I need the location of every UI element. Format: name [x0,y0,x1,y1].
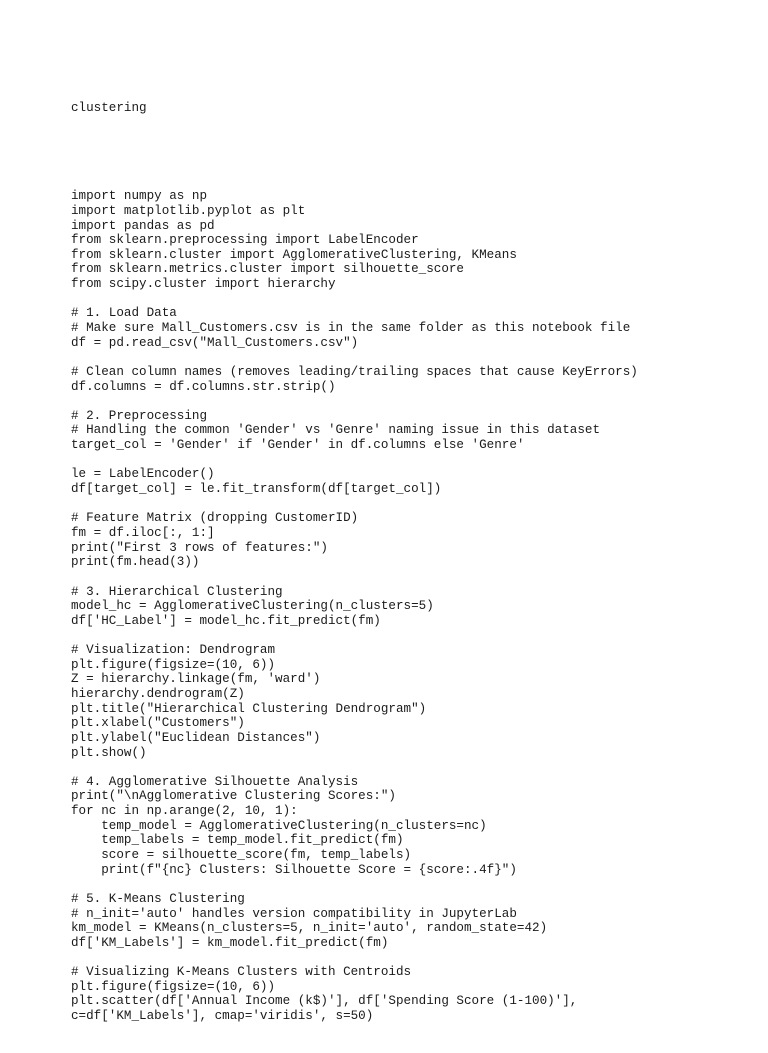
blank-line [71,570,751,585]
code-line: c=df['KM_Labels'], cmap='viridis', s=50) [71,1009,374,1024]
blank-line [71,951,751,966]
code-line: model_hc = AgglomerativeClustering(n_clusters=5) [71,599,434,614]
code-line: hierarchy.dendrogram(Z) [71,687,245,701]
code-line: plt.figure(figsize=(10, 6)) [71,657,276,672]
code-line: # Visualization: Dendrogram [71,643,276,658]
code-line: fm = df.iloc[:, 1:] [71,525,215,540]
blank-line [71,394,751,409]
code-line: # n_init='auto' handles version compatibility in JupyterLab [71,906,517,921]
code-line: # Make sure Mall_Customers.csv is in the same folder as this notebook file [71,320,631,335]
code-line: # 1. Load Data [71,306,177,321]
code-line: df['KM_Labels'] = km_model.fit_predict(fm) [71,935,389,950]
code-line: from scipy.cluster import hierarchy [71,277,336,292]
code-line: import matplotlib.pyplot as plt [71,203,306,218]
code-line: target_col = 'Gender' if 'Gender' in df.columns else 'Genre' [71,438,525,453]
blank-line [71,145,751,160]
code-line: print("First 3 rows of features:") [71,540,328,555]
code-line: print(fm.head(3)) [71,555,200,570]
code-line: Z = hierarchy.linkage(fm, 'ward') [71,672,321,687]
code-line: score = silhouette_score(fm, temp_labels) [71,848,412,863]
code-line: # Handling the common 'Gender' vs 'Genre' naming issue in this dataset [71,423,601,438]
code-line: plt.show() [71,745,147,760]
code-line: df[target_col] = le.fit_transform(df[target_col]) [71,482,442,497]
code-line: plt.xlabel("Customers") [71,716,245,731]
code-line: df.columns = df.columns.str.strip() [71,379,336,394]
code-line: from sklearn.cluster import AgglomerativeClustering, KMeans [71,247,517,262]
code-line: temp_labels = temp_model.fit_predict(fm) [71,833,404,848]
blank-line [71,877,751,892]
code-line: # 5. K-Means Clustering [71,891,245,906]
blank-line [71,350,751,365]
code-line: import pandas as pd [71,218,215,233]
blank-line [71,292,751,307]
code-line: from sklearn.metrics.cluster import silhouette_score [71,262,464,277]
code-line: plt.title("Hierarchical Clustering Dendrogram") [71,701,427,716]
blank-line [71,760,751,775]
code-line: # Visualizing K-Means Clusters with Centroids [71,965,412,980]
code-line: plt.figure(figsize=(10, 6)) [71,979,276,994]
code-line: plt.ylabel("Euclidean Distances") [71,730,321,745]
blank-line [71,628,751,643]
code-line: km_model = KMeans(n_clusters=5, n_init='auto', random_state=42) [71,921,548,936]
blank-line [71,497,751,512]
code-line: # Clean column names (removes leading/trailing spaces that cause KeyErrors) [71,364,638,379]
code-line: # 3. Hierarchical Clustering [71,584,283,599]
code-line: # 4. Agglomerative Silhouette Analysis [71,774,359,789]
code-lines [71,189,751,1024]
code-line: plt.scatter(df['Annual Income (k$)'], df['Spending Score (1-100)'], [71,994,578,1009]
code-block [71,72,751,1053]
document-title: clustering [71,101,147,116]
code-line: print(f"{nc} Clusters: Silhouette Score = {score:.4f}") [71,862,517,877]
code-line: # 2. Preprocessing [71,408,208,423]
code-line: df = pd.read_csv("Mall_Customers.csv") [71,335,359,350]
code-line: le = LabelEncoder() [71,467,215,482]
code-line: df['HC_Label'] = model_hc.fit_predict(fm) [71,613,381,628]
code-line: # Feature Matrix (dropping CustomerID) [71,511,359,526]
code-line: import numpy as np [71,189,208,204]
code-line: from sklearn.preprocessing import LabelEncoder [71,233,419,248]
code-line: temp_model = AgglomerativeClustering(n_clusters=nc) [71,818,487,833]
code-line: print("\nAgglomerative Clustering Scores:") [71,789,396,804]
code-line: for nc in np.arange(2, 10, 1): [71,804,298,819]
blank-line [71,453,751,468]
